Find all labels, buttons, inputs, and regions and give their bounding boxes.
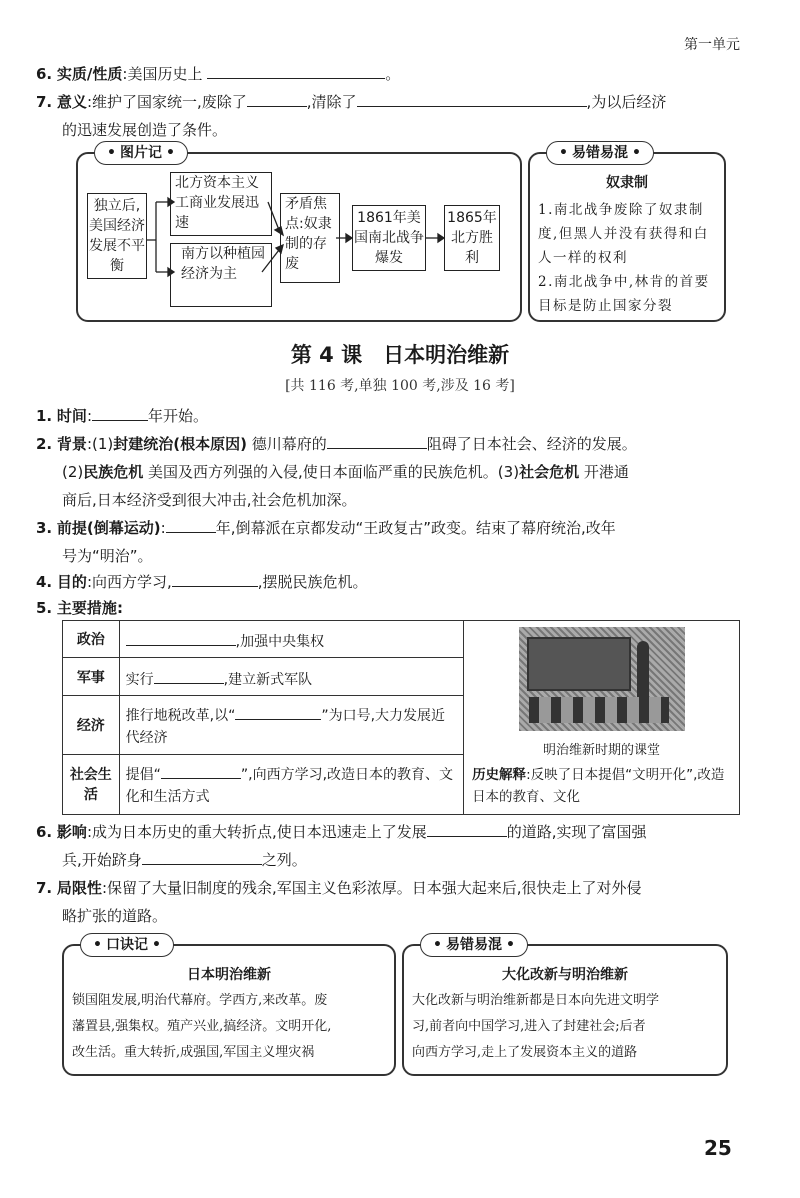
row-key: 政治 — [63, 621, 120, 658]
blank[interactable] — [235, 701, 321, 720]
node-south: 南方以种植园经济为主 — [170, 243, 272, 307]
row-content: 实行 ,建立新式军队 — [119, 658, 463, 695]
error-item-1: 1.南北战争废除了奴隶制度,但黑人并没有获得和白人一样的权利 — [538, 202, 709, 266]
node-independence: 独立后,美国经济发展不平衡 — [87, 193, 147, 279]
row-key: 经济 — [63, 695, 120, 754]
flow-arrows — [76, 150, 518, 320]
mnemonic-line: 藩置县,强集权。殖产兴业,搞经济。文明开化, — [72, 1019, 332, 1034]
row-content: ,加强中央集权 — [119, 621, 463, 658]
table-row — [63, 621, 740, 658]
item-7-line2: 的迅速发展创造了条件。 — [62, 121, 228, 139]
error-line: 习,前者向中国学习,进入了封建社会;后者 — [412, 1019, 646, 1034]
unit-label: 第一单元 — [684, 37, 740, 53]
blank[interactable] — [357, 88, 587, 107]
row-key: 社会生活 — [63, 754, 120, 814]
error-box-reforms — [402, 937, 728, 1076]
row-content: 提倡“ ”,向西方学习,改造日本的教育、文化和生活方式 — [119, 754, 463, 814]
item-7-line2: 略扩张的道路。 — [62, 907, 168, 925]
picture-note-tag: • 图片记 • — [94, 141, 188, 165]
photo-cell — [464, 621, 740, 815]
classroom-photo — [519, 627, 685, 731]
photo-caption: 明治维新时期的课堂 — [543, 743, 661, 758]
error-tag: • 易错易混 • — [546, 141, 654, 165]
lesson-stats: [共 116 考,单独 100 考,涉及 16 考] — [285, 378, 515, 394]
blank[interactable] — [161, 760, 241, 779]
mnemonic-tag: • 口诀记 • — [80, 933, 174, 957]
item-6-impact: 6. 影响:成为日本历史的重大转折点,使日本迅速走上了发展 的道路,实现了富国强 — [36, 818, 647, 846]
blank[interactable] — [126, 627, 236, 646]
item-7-limitation: 7. 局限性:保留了大量旧制度的残余,军国主义色彩浓厚。日本强大起来后,很快走上了对外侵 — [36, 879, 642, 897]
lesson-title: 第 4 课 日本明治维新 — [290, 343, 510, 367]
item-3-premise: 3. 前提(倒幕运动): 年,倒幕派在京都发动“王政复古”政变。结束了幕府统治,改年 — [36, 514, 616, 542]
blank[interactable] — [172, 568, 258, 587]
item-4-purpose: 4. 目的:向西方学习, ,摆脱民族危机。 — [36, 568, 368, 596]
mnemonic-line: 锁国阻发展,明治代幕府。学西方,来改革。废 — [72, 993, 328, 1008]
node-north: 北方资本主义工商业发展迅速 — [170, 172, 272, 236]
node-win1865: 1865年北方胜利 — [444, 205, 500, 271]
mnemonic-line: 改生活。重大转折,成强国,军国主义埋灾祸 — [72, 1045, 315, 1060]
history-explanation: 历史解释:反映了日本提倡“文明开化”,改造日本的教育、文化 — [472, 767, 725, 805]
blank[interactable] — [247, 88, 307, 107]
error-box-title: 大化改新与明治维新 — [502, 967, 628, 983]
error-box-title: 奴隶制 — [606, 175, 648, 191]
item-2-line2: (2)民族危机 美国及西方列强的入侵,使日本面临严重的民族危机。(3)社会危机 开港通 — [62, 463, 629, 481]
row-content: 推行地税改革,以“ ”为口号,大力发展近代经济 — [119, 695, 463, 754]
item-6-essence: 6. 实质/性质:美国历史上 。 — [36, 60, 400, 88]
mnemonic-box — [62, 937, 396, 1076]
error-line: 向西方学习,走上了发展资本主义的道路 — [412, 1045, 638, 1060]
item-2-background: 2. 背景:(1)封建统治(根本原因) 德川幕府的 阻碍了日本社会、经济的发展。 — [36, 430, 637, 458]
item-1-time: 1. 时间: 年开始。 — [36, 402, 208, 430]
error-line: 大化改新与明治维新都是日本向先进文明学 — [412, 993, 660, 1008]
blank[interactable] — [207, 60, 385, 79]
error-tag: • 易错易混 • — [420, 933, 528, 957]
mnemonic-title: 日本明治维新 — [187, 967, 271, 983]
measures-table — [62, 620, 740, 815]
blank[interactable] — [427, 818, 507, 837]
blank[interactable] — [92, 402, 148, 421]
blank[interactable] — [142, 846, 262, 865]
item-5-measures: 5. 主要措施: — [36, 599, 123, 617]
page-number: 25 — [704, 1136, 732, 1160]
node-focus: 矛盾焦点:奴隶制的存废 — [280, 193, 340, 283]
node-war1861: 1861年美国南北战争爆发 — [352, 205, 426, 271]
item-6-line2: 兵,开始跻身 之列。 — [62, 846, 307, 874]
row-key: 军事 — [63, 658, 120, 695]
blank[interactable] — [327, 430, 427, 449]
item-2-line3: 商后,日本经济受到很大冲击,社会危机加深。 — [62, 491, 357, 509]
item-7-significance: 7. 意义:维护了国家统一,废除了 ,清除了 ,为以后经济 — [36, 88, 666, 116]
blank[interactable] — [166, 514, 216, 533]
item-3-line2: 号为“明治”。 — [62, 547, 153, 565]
error-box-slavery — [528, 145, 726, 322]
blank[interactable] — [154, 665, 224, 684]
error-item-2: 2.南北战争中,林肯的首要目标是防止国家分裂 — [538, 274, 710, 314]
